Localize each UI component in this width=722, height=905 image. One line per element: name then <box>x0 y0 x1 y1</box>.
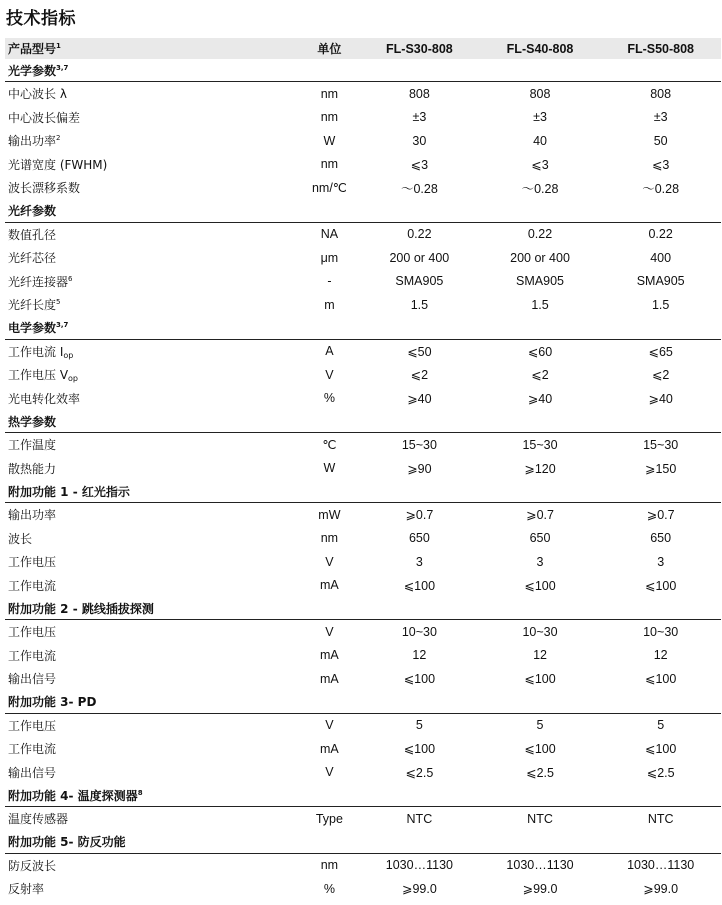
spec-value-model-2: ⩽100 <box>524 578 556 593</box>
spec-unit: mA <box>320 671 339 686</box>
header-model-3: FL-S50-808 <box>627 41 695 56</box>
spec-row <box>5 246 721 270</box>
spec-label: 工作电流 <box>8 742 57 757</box>
spec-label-cell <box>5 460 300 477</box>
spec-value-model-2: 808 <box>529 86 551 101</box>
spec-value-model-2: NTC <box>527 811 553 826</box>
spec-value-model-1: ⩾0.7 <box>405 508 434 523</box>
spec-value-model-1: ⩽100 <box>403 578 436 593</box>
spec-value-model-2: 40 <box>533 133 547 148</box>
spec-label: 输出信号 <box>8 765 57 780</box>
spec-value-model-3: ⩽100 <box>644 672 677 687</box>
spec-unit: % <box>323 391 335 406</box>
spec-row <box>5 877 721 901</box>
section-title-cell <box>5 319 303 336</box>
section-title-cell <box>5 483 303 500</box>
spec-value-model-3: 3 <box>657 554 665 569</box>
spec-value-model-3: 650 <box>650 531 672 546</box>
spec-unit: % <box>323 881 335 896</box>
section-header-row <box>5 480 721 503</box>
spec-value-model-2: 650 <box>529 531 551 546</box>
spec-value-model-1: ±3 <box>412 110 427 125</box>
spec-table <box>5 38 721 901</box>
spec-value-model-1: ⩾90 <box>407 461 432 476</box>
spec-row <box>5 433 721 457</box>
spec-value-model-3: ⩽100 <box>644 578 677 593</box>
spec-label-cell <box>5 647 300 664</box>
spec-label: 光纤芯径 <box>8 251 57 266</box>
spec-value-model-2: 1030…1130 <box>506 858 574 873</box>
spec-label-cell <box>5 506 300 523</box>
spec-unit: nm <box>320 86 339 101</box>
spec-value-model-1: ⩾40 <box>407 391 432 406</box>
spec-label-subscript: op <box>68 374 79 384</box>
spec-value-model-3: 1030…1130 <box>627 858 695 873</box>
spec-unit: - <box>327 274 332 289</box>
spec-value-model-2: ⩽2 <box>531 368 549 383</box>
spec-label: 输出功率 <box>8 134 57 149</box>
spec-value-model-3: ⩽65 <box>648 344 673 359</box>
spec-unit: W <box>323 461 336 476</box>
spec-label: 散热能力 <box>8 461 57 476</box>
section-footnote: 3,7 <box>56 321 69 329</box>
spec-unit: mW <box>318 507 341 522</box>
spec-label-cell <box>5 436 300 453</box>
page-title: 技术指标 <box>6 9 76 29</box>
spec-unit: V <box>325 765 334 780</box>
spec-value-model-1: NTC <box>406 811 433 826</box>
spec-unit: Type <box>315 811 343 826</box>
spec-label-cell <box>5 764 300 781</box>
spec-label: 工作温度 <box>8 438 57 453</box>
spec-label-cell <box>5 857 300 874</box>
spec-label-cell <box>5 740 300 757</box>
section-header-row <box>5 831 721 854</box>
spec-label-cell <box>5 273 300 290</box>
spec-value-model-2: ⩽3 <box>531 157 549 172</box>
spec-value-model-1: 0.22 <box>407 227 432 242</box>
spec-value-model-1: 5 <box>415 718 423 733</box>
spec-row <box>5 807 721 831</box>
section-title: 光纤参数 <box>8 204 57 218</box>
spec-unit: mA <box>320 741 339 756</box>
spec-label: 波长 <box>8 531 33 546</box>
spec-row <box>5 387 721 411</box>
section-header-row <box>5 317 721 340</box>
spec-label-cell <box>5 530 300 547</box>
spec-label-footnote: 6 <box>68 274 73 283</box>
spec-unit: V <box>325 554 334 569</box>
spec-label-cell <box>5 85 300 102</box>
spec-row <box>5 503 721 527</box>
section-header-row <box>5 410 721 433</box>
spec-unit: mA <box>320 648 339 663</box>
section-header-row <box>5 691 721 714</box>
header-model-2: FL-S40-808 <box>506 41 574 56</box>
spec-value-model-3: ～0.28 <box>642 181 680 196</box>
spec-value-model-1: ⩽100 <box>403 672 436 687</box>
spec-row <box>5 737 721 761</box>
section-title: 附加功能 5- 防反功能 <box>8 835 126 849</box>
section-title-cell <box>5 693 303 710</box>
section-header-row <box>5 784 721 807</box>
spec-label: 光电转化效率 <box>8 391 81 406</box>
spec-value-model-3: 808 <box>650 86 672 101</box>
spec-value-model-1: ⩽50 <box>407 344 432 359</box>
spec-row <box>5 457 721 481</box>
spec-row <box>5 153 721 177</box>
spec-label: 光纤连接器 <box>8 274 69 289</box>
spec-unit: ℃ <box>322 438 337 453</box>
section-title-cell <box>5 600 303 617</box>
spec-value-model-1: 3 <box>415 554 423 569</box>
spec-unit: m <box>324 297 335 312</box>
spec-label: 输出信号 <box>8 672 57 687</box>
spec-value-model-3: SMA905 <box>636 274 685 289</box>
section-title: 电学参数 <box>8 321 57 335</box>
spec-label-cell <box>5 366 300 383</box>
spec-label-cell <box>5 109 300 126</box>
spec-label-cell <box>5 577 300 594</box>
spec-value-model-3: NTC <box>647 811 674 826</box>
spec-value-model-3: ⩾40 <box>648 391 673 406</box>
spec-unit: NA <box>320 227 339 242</box>
spec-value-model-3: 15~30 <box>643 437 679 452</box>
spec-value-model-2: ⩾0.7 <box>526 508 554 523</box>
spec-value-model-3: 5 <box>657 718 665 733</box>
spec-value-model-1: SMA905 <box>395 274 444 289</box>
section-title-cell <box>5 202 303 219</box>
spec-value-model-1: 808 <box>408 86 430 101</box>
section-title-cell <box>5 833 303 850</box>
spec-unit: V <box>325 718 334 733</box>
spec-label: 工作电流 <box>8 578 57 593</box>
spec-value-model-1: ～0.28 <box>400 181 438 196</box>
spec-value-model-3: 50 <box>653 133 668 148</box>
spec-row <box>5 363 721 387</box>
spec-label-cell <box>5 670 300 687</box>
spec-row <box>5 574 721 598</box>
spec-label-cell <box>5 390 300 407</box>
spec-label-cell <box>5 226 300 243</box>
spec-value-model-1: 650 <box>408 531 430 546</box>
header-model-1: FL-S30-808 <box>386 41 453 56</box>
section-title: 附加功能 2 - 跳线插拔探测 <box>8 601 154 616</box>
spec-label: 工作电压 <box>8 718 57 733</box>
spec-label: 反射率 <box>8 882 45 897</box>
spec-label: 工作电压 V <box>8 368 69 383</box>
spec-value-model-1: ⩽100 <box>403 742 436 757</box>
table-header-row <box>5 38 721 59</box>
spec-value-model-1: ⩽3 <box>410 157 429 172</box>
spec-label: 温度传感器 <box>8 812 69 827</box>
section-header-row <box>5 597 721 620</box>
spec-value-model-2: 10~30 <box>522 624 558 639</box>
section-title-cell <box>5 787 303 804</box>
section-title: 附加功能 3- PD <box>8 695 97 709</box>
spec-value-model-2: ⩽2.5 <box>526 765 554 780</box>
header-unit: 单位 <box>317 42 342 56</box>
spec-value-model-3: ⩾99.0 <box>643 882 679 897</box>
spec-row <box>5 223 721 247</box>
spec-label: 输出功率 <box>8 508 57 523</box>
spec-unit: nm/℃ <box>311 181 347 196</box>
spec-value-model-1: 1.5 <box>410 297 429 312</box>
spec-label: 工作电流 I <box>8 344 64 359</box>
spec-row <box>5 620 721 644</box>
spec-value-model-2: 3 <box>536 554 544 569</box>
spec-row <box>5 270 721 294</box>
spec-label: 波长漂移系数 <box>8 181 81 196</box>
spec-value-model-1: ⩾99.0 <box>401 882 437 897</box>
spec-row <box>5 527 721 551</box>
spec-value-model-2: 15~30 <box>522 437 558 452</box>
spec-row <box>5 667 721 691</box>
spec-label: 中心波长偏差 <box>8 110 81 125</box>
section-title-cell <box>5 62 303 79</box>
spec-value-model-3: 400 <box>650 250 672 265</box>
spec-value-model-2: ⩾120 <box>524 461 556 476</box>
section-title: 附加功能 4- 温度探测器 <box>8 788 138 803</box>
spec-value-model-3: ⩽2.5 <box>646 765 675 780</box>
spec-value-model-3: 1.5 <box>651 297 670 312</box>
section-header-row <box>5 59 721 82</box>
spec-label-cell <box>5 296 300 313</box>
spec-unit: nm <box>320 858 339 873</box>
spec-label-footnote: 5 <box>56 298 61 307</box>
section-title: 热学参数 <box>8 414 57 429</box>
spec-unit: W <box>323 133 336 148</box>
spec-label-cell <box>5 132 300 149</box>
spec-value-model-1: ⩽2.5 <box>405 765 434 780</box>
spec-value-model-3: ⩽2 <box>651 368 670 383</box>
spec-label: 光谱宽度 (FWHM) <box>8 157 108 172</box>
spec-label-cell <box>5 156 300 173</box>
spec-unit: A <box>325 344 334 359</box>
section-header-row <box>5 200 721 223</box>
spec-label-cell <box>5 810 300 827</box>
spec-label: 中心波长 λ <box>8 87 67 102</box>
spec-row <box>5 106 721 130</box>
spec-unit: nm <box>320 531 339 546</box>
spec-value-model-3: ±3 <box>653 110 668 125</box>
spec-label-cell <box>5 343 300 360</box>
header-model-cell <box>5 40 300 57</box>
spec-label-cell <box>5 623 300 640</box>
spec-value-model-2: ±3 <box>533 110 547 125</box>
spec-label: 数值孔径 <box>8 227 57 242</box>
spec-value-model-2: ⩽100 <box>524 742 556 757</box>
spec-value-model-2: 1.5 <box>531 297 549 312</box>
spec-unit: V <box>325 367 334 382</box>
spec-row <box>5 176 721 200</box>
spec-value-model-2: 5 <box>536 718 544 733</box>
spec-label: 工作电压 <box>8 625 57 640</box>
spec-row <box>5 714 721 738</box>
spec-label-cell <box>5 553 300 570</box>
spec-unit: nm <box>320 157 339 172</box>
spec-value-model-1: 1030…1130 <box>385 858 453 873</box>
spec-value-model-1: 200 or 400 <box>389 250 450 265</box>
spec-label-cell <box>5 249 300 266</box>
section-title-cell <box>5 413 303 430</box>
spec-unit: μm <box>320 250 339 265</box>
spec-row <box>5 129 721 153</box>
spec-label-cell <box>5 179 300 196</box>
spec-value-model-2: 0.22 <box>527 227 553 242</box>
spec-row <box>5 293 721 317</box>
spec-label-footnote: 2 <box>56 134 61 143</box>
spec-value-model-3: ⩽3 <box>651 157 670 172</box>
spec-value-model-3: 0.22 <box>648 227 673 242</box>
spec-value-model-2: ⩾40 <box>527 391 553 406</box>
section-title: 附加功能 1 - 红光指示 <box>8 484 130 499</box>
spec-row <box>5 854 721 878</box>
spec-row <box>5 644 721 668</box>
spec-label-subscript: op <box>63 350 74 360</box>
spec-label: 防反波长 <box>8 858 57 873</box>
spec-value-model-1: 15~30 <box>401 437 437 452</box>
spec-row <box>5 550 721 574</box>
spec-value-model-2: 12 <box>533 648 547 663</box>
section-title: 光学参数 <box>8 63 57 78</box>
spec-row <box>5 761 721 785</box>
spec-unit: V <box>325 624 334 639</box>
spec-label: 工作电流 <box>8 648 57 663</box>
spec-label-cell <box>5 880 300 897</box>
spec-value-model-1: 12 <box>412 648 427 663</box>
spec-value-model-3: ⩽100 <box>644 742 677 757</box>
spec-label: 光纤长度 <box>8 298 57 313</box>
spec-row <box>5 82 721 106</box>
spec-value-model-2: ⩽100 <box>524 672 556 687</box>
spec-label: 工作电压 <box>8 555 57 570</box>
spec-value-model-3: ⩾0.7 <box>646 508 675 523</box>
spec-value-model-3: 12 <box>653 648 668 663</box>
spec-sections <box>5 59 721 901</box>
spec-unit: nm <box>320 110 339 125</box>
section-footnote: 8 <box>137 788 143 797</box>
spec-row <box>5 340 721 364</box>
header-model-label: 产品型号 <box>8 42 57 56</box>
spec-value-model-2: ⩽60 <box>527 344 553 359</box>
spec-value-model-3: 10~30 <box>643 624 679 639</box>
spec-value-model-2: 200 or 400 <box>510 250 570 265</box>
spec-value-model-1: 30 <box>412 133 427 148</box>
spec-value-model-2: ⩾99.0 <box>522 882 558 897</box>
spec-value-model-1: 10~30 <box>401 624 437 639</box>
section-footnote: 3,7 <box>56 63 69 72</box>
spec-value-model-2: SMA905 <box>516 274 564 289</box>
spec-unit: mA <box>320 578 339 593</box>
spec-value-model-2: ～0.28 <box>521 181 559 196</box>
spec-value-model-1: ⩽2 <box>410 368 429 383</box>
spec-label-cell <box>5 717 300 734</box>
header-model-footnote: 1 <box>56 42 61 50</box>
spec-value-model-3: ⩾150 <box>644 461 677 476</box>
